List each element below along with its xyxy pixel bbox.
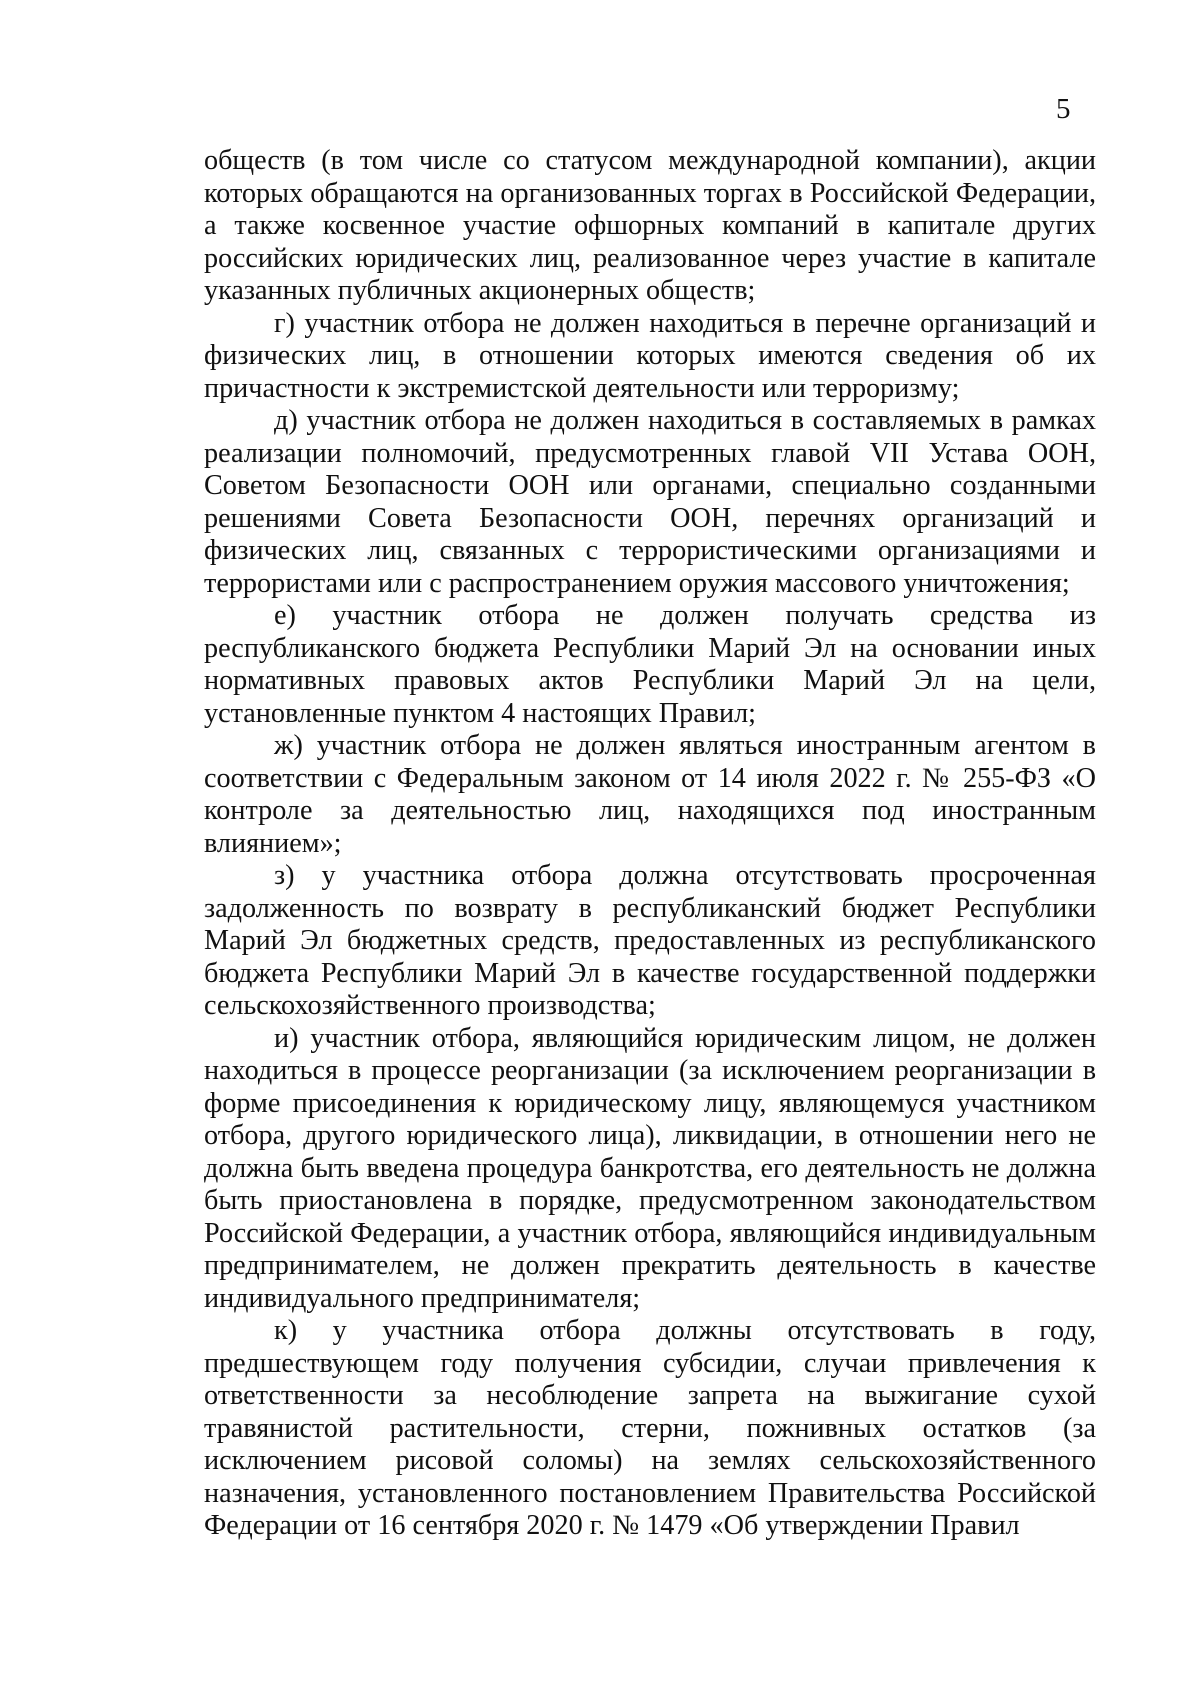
paragraph-item-e: е) участник отбора не должен получать средства из республиканского бюджета Республики Марий Эл на основании иных нормативных правовых актов Республики Марий Эл на цели, установленные пунктом 4 настоящих Правил; (204, 600, 1096, 729)
paragraph-item-zh: ж) участник отбора не должен являться иностранным агентом в соответствии с Федеральным законом от 14 июля 2022 г. № 255-ФЗ «О контроле за деятельностью лиц, находящихся под иностранным влиянием»; (204, 730, 1096, 859)
page-number: 5 (1056, 93, 1071, 125)
paragraph-item-d: д) участник отбора не должен находиться в составляемых в рамках реализации полномочий, предусмотренных главой VII Устава ООН, Советом Безопасности ООН или органами, специально созданными решениями Совета Безопасности ООН, перечнях организаций и физических лиц, связанных с террористическими организациями и террористами или с распространением оружия массового уничтожения; (204, 405, 1096, 599)
paragraph-item-g: г) участник отбора не должен находиться в перечне организаций и физических лиц, в отношении которых имеются сведения об их причастности к экстремистской деятельности или терроризму; (204, 307, 1096, 404)
paragraph-item-k: к) у участника отбора должны отсутствовать в году, предшествующем году получения субсидии, случаи привлечения к ответственности за несоблюдение запрета на выжигание сухой травянистой растительности, стерни, пожнивных остатков (за исключением рисовой соломы) на землях сельскохозяйственного назначения, установленного постановлением Правительства Российской Федерации от 16 сентября 2020 г. № 1479 «Об утверждении Правил (204, 1315, 1096, 1541)
document-body (204, 145, 1096, 1543)
paragraph-continuation: обществ (в том числе со статусом международной компании), акции которых обращаются на организованных торгах в Российской Федерации, а также косвенное участие офшорных компаний в капитале других российских юридических лиц, реализованное через участие в капитале указанных публичных акционерных обществ; (204, 145, 1096, 306)
paragraph-item-z: з) у участника отбора должна отсутствовать просроченная задолженность по возврату в республиканский бюджет Республики Марий Эл бюджетных средств, предоставленных из республиканского бюджета Республики Марий Эл в качестве государственной поддержки сельскохозяйственного производства; (204, 860, 1096, 1021)
paragraph-item-i: и) участник отбора, являющийся юридическим лицом, не должен находиться в процессе реорганизации (за исключением реорганизации в форме присоединения к юридическому лицу, являющемуся участником отбора, другого юридического лица), ликвидации, в отношении него не должна быть введена процедура банкротства, его деятельность не должна быть приостановлена в порядке, предусмотренном законодательством Российской Федерации, а участник отбора, являющийся индивидуальным предпринимателем, не должен прекратить деятельность в качестве индивидуального предпринимателя; (204, 1022, 1096, 1314)
